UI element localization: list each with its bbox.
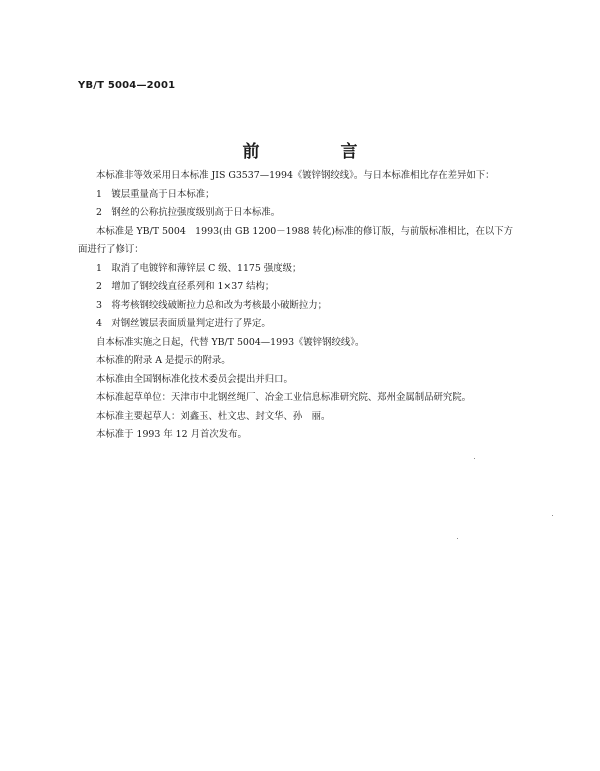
list-item-revision-4: 4 对钢丝镀层表面质量判定进行了界定。 xyxy=(96,318,271,329)
scan-speck xyxy=(457,538,458,539)
paragraph-first-issued: 本标准于 1993 年 12 月首次发布。 xyxy=(96,429,247,440)
paragraph-replaces: 自本标准实施之日起，代替 YB/T 5004—1993《镀锌钢绞线》。 xyxy=(96,336,365,348)
scan-speck xyxy=(552,515,553,516)
paragraph-annex: 本标准的附录 A 是提示的附录。 xyxy=(96,355,231,366)
list-item-difference-1: 1 镀层重量高于日本标准； xyxy=(96,188,215,200)
list-item-revision-1: 1 取消了电镀锌和薄锌层 C 级、1175 强度级； xyxy=(96,262,302,274)
paragraph-drafting-units: 本标准起草单位：天津市中北钢丝绳厂、冶金工业信息标准研究院、郑州金属制品研究院。 xyxy=(96,392,472,403)
list-item-revision-3: 3 将考核钢绞线破断拉力总和改为考核最小破断拉力； xyxy=(96,299,327,311)
paragraph-proposed-by: 本标准由全国钢标准化技术委员会提出并归口。 xyxy=(96,373,293,385)
foreword-body xyxy=(78,167,540,445)
list-item-difference-2: 2 钢丝的公称抗拉强度级别高于日本标准。 xyxy=(96,207,281,218)
document-code: YB/T 5004—2001 xyxy=(78,80,176,91)
paragraph-revision: 本标准是 YB/T 5004 1993(由 GB 1200－1988 转化)标准的修订版，与前版标准相比，在以下方 xyxy=(96,225,514,237)
paragraph-revision-continued: 面进行了修订： xyxy=(78,244,144,255)
paragraph-adoption: 本标准非等效采用日本标准 JIS G3537—1994《镀锌钢绞线》。与日本标准相比存在差异如下： xyxy=(96,170,495,181)
scan-speck xyxy=(474,458,475,459)
page-title: 前 言 xyxy=(242,142,390,162)
paragraph-drafters: 本标准主要起草人：刘鑫玉、杜文忠、封文华、孙 丽。 xyxy=(96,410,331,422)
list-item-revision-2: 2 增加了钢绞线直径系列和 1×37 结构； xyxy=(96,281,275,292)
